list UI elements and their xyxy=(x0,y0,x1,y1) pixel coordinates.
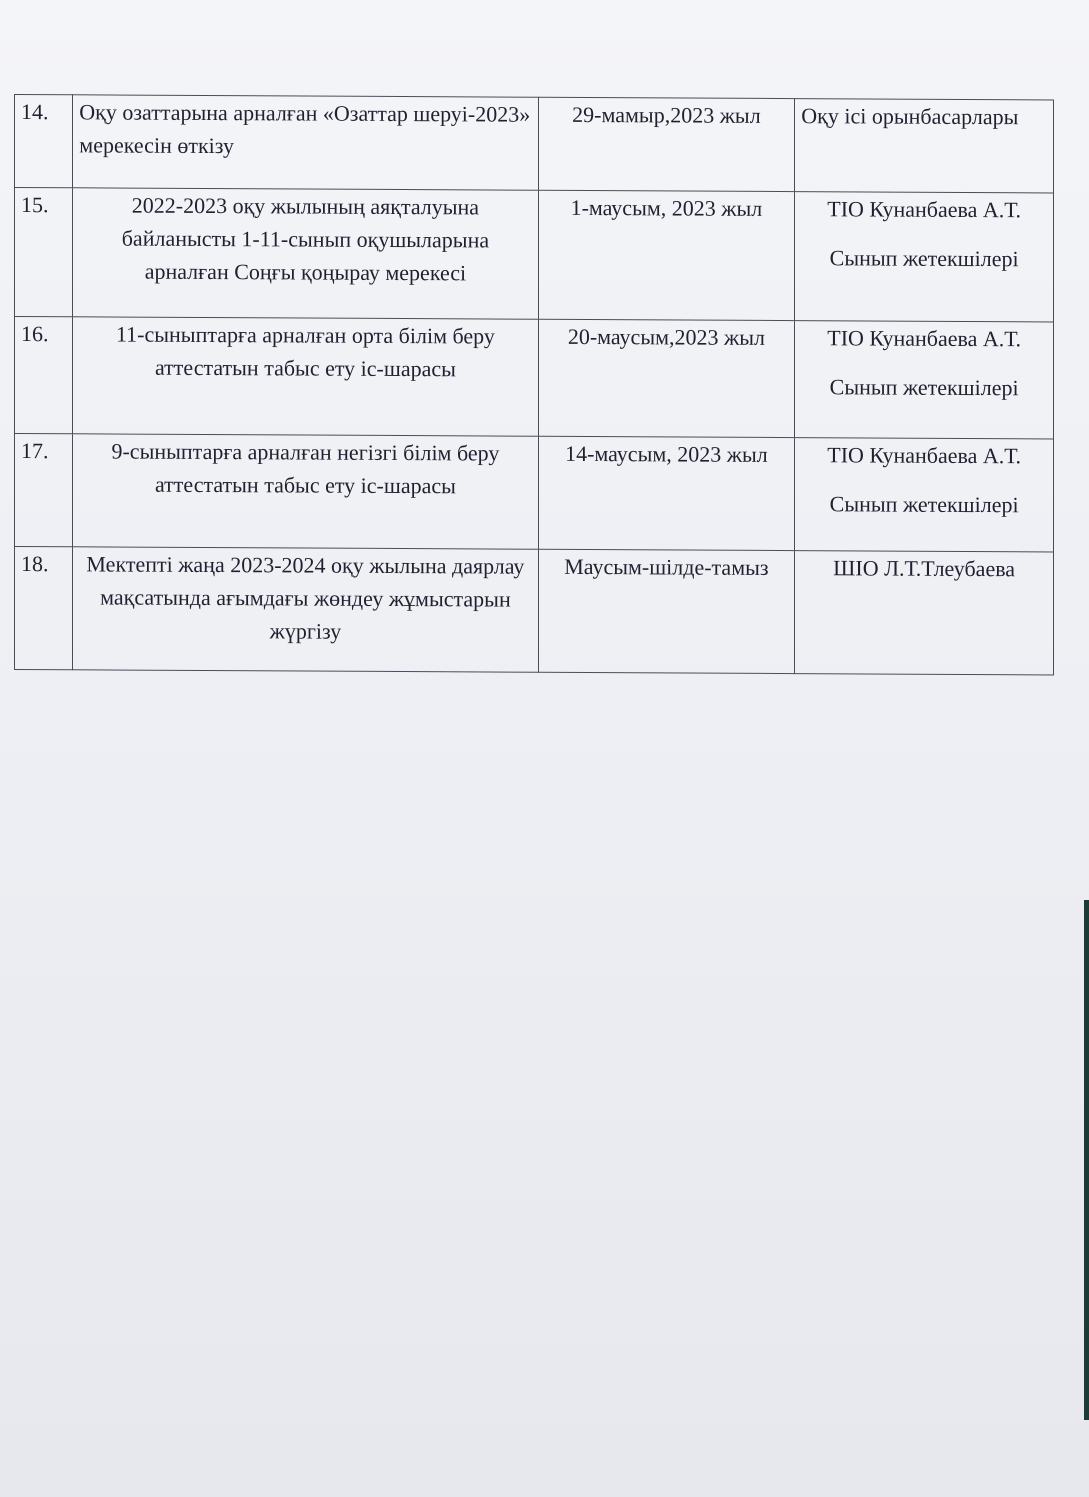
event-description: 2022-2023 оқу жылының аяқталуына байланысты 1-11-сынып оқушыларына арналған Соңғы қоңырау мерекесі xyxy=(73,188,538,319)
event-date: 29-мамыр,2023 жыл xyxy=(538,97,795,191)
row-number: 16. xyxy=(15,317,73,434)
responsible-primary: ТІО Кунанбаева А.Т. xyxy=(827,325,1021,352)
event-description: Мектепті жаңа 2023-2024 оқу жылына даярлау мақсатында ағымдағы жөндеу жұмыстарын жүргізу xyxy=(73,547,538,672)
responsible-primary: ТІО Кунанбаева А.Т. xyxy=(827,196,1021,223)
responsible-primary: ШІО Л.Т.Тлеубаева xyxy=(833,555,1016,582)
row-number: 15. xyxy=(15,188,73,317)
responsible-cell xyxy=(795,99,1054,193)
event-date: 1-маусым, 2023 жыл xyxy=(538,190,795,320)
table-row xyxy=(15,188,1054,322)
responsible-secondary: Сынып жетекшілері xyxy=(829,491,1019,518)
background-edge xyxy=(1084,900,1089,1420)
responsible-primary: ТІО Кунанбаева А.Т. xyxy=(827,442,1021,469)
table-row xyxy=(15,434,1054,552)
responsible-primary: Оқу ісі орынбасарлары xyxy=(801,103,1019,130)
event-description: 9-сыныптарға арналған негізгі білім беру аттестатын табыс ету іс-шарасы xyxy=(73,434,538,549)
responsible-secondary: Сынып жетекшілері xyxy=(829,245,1019,272)
event-description: Оқу озаттарына арналған «Озаттар шеруі-2023» мерекесін өткізу xyxy=(73,95,538,190)
responsible-secondary: Сынып жетекшілері xyxy=(829,374,1019,401)
row-number: 17. xyxy=(15,434,73,547)
responsible-cell xyxy=(795,438,1054,552)
event-date: Маусым-шілде-тамыз xyxy=(538,549,795,673)
table-row xyxy=(15,317,1054,439)
event-date: 14-маусым, 2023 жыл xyxy=(538,436,795,550)
responsible-cell xyxy=(795,551,1054,675)
event-date: 20-маусым,2023 жыл xyxy=(538,319,795,437)
event-description: 11-сыныптарға арналған орта білім беру аттестатын табыс ету іс-шарасы xyxy=(73,317,538,436)
table-row xyxy=(15,547,1054,675)
responsible-cell xyxy=(795,321,1054,439)
table-row xyxy=(15,95,1054,193)
row-number: 18. xyxy=(15,547,73,670)
responsible-cell xyxy=(795,192,1054,322)
event-plan-table xyxy=(14,94,1054,675)
row-number: 14. xyxy=(15,95,73,188)
